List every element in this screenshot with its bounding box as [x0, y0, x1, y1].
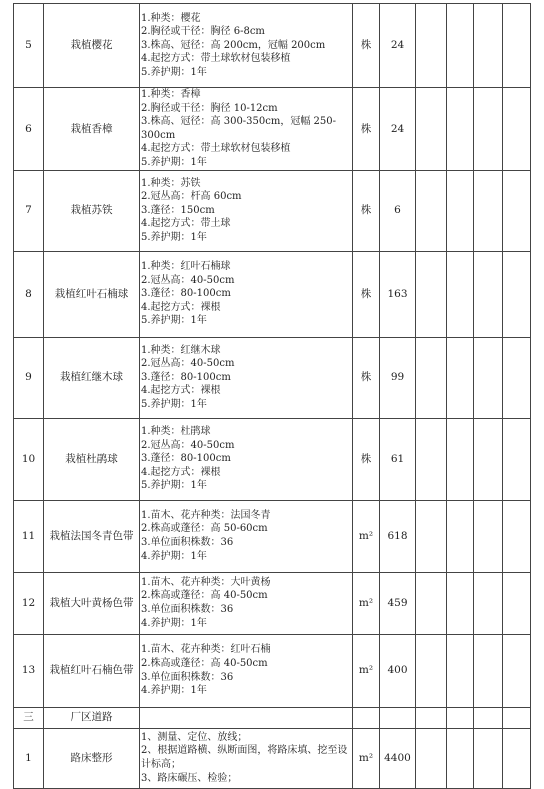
- item-quantity: 24: [380, 88, 416, 171]
- feature-line: 1.苗木、花卉种类：大叶黄杨: [141, 576, 271, 588]
- empty-cell: [447, 251, 474, 337]
- item-number: 13: [14, 634, 44, 707]
- empty-cell: [503, 88, 531, 171]
- item-unit: 株: [353, 4, 380, 88]
- feature-line: 4.起挖方式：裸根: [141, 385, 221, 397]
- section-row: [14, 707, 531, 728]
- empty-cell: [416, 728, 447, 788]
- feature-line: 4.养护期：1年: [141, 617, 207, 629]
- item-unit: m²: [353, 634, 380, 707]
- empty-cell: [416, 88, 447, 171]
- feature-line: 1.种类：杜鹃球: [141, 426, 211, 438]
- feature-line: 5.养护期：1年: [141, 66, 207, 78]
- empty-cell: [416, 418, 447, 500]
- table-row: [14, 170, 531, 251]
- feature-line: 5.养护期：1年: [141, 156, 207, 168]
- feature-line: 5.养护期：1年: [141, 480, 207, 492]
- empty-cell: [447, 634, 474, 707]
- item-number: 12: [14, 572, 44, 634]
- feature-line: 2.冠丛高：杆高 60cm: [141, 191, 242, 203]
- table-row: [14, 4, 531, 88]
- empty-cell: [380, 707, 416, 728]
- item-number: 11: [14, 500, 44, 572]
- item-features: [140, 418, 353, 500]
- empty-cell: [474, 337, 503, 418]
- empty-cell: [416, 170, 447, 251]
- item-quantity: 400: [380, 634, 416, 707]
- empty-cell: [447, 728, 474, 788]
- feature-line: 4.起挖方式：带土球软材包装移植: [141, 53, 291, 65]
- item-name: 栽植香樟: [44, 88, 140, 171]
- item-name: 栽植杜鹃球: [44, 418, 140, 500]
- item-unit: 株: [353, 88, 380, 171]
- table-row: [14, 337, 531, 418]
- feature-line: 4.养护期：1年: [141, 685, 207, 697]
- empty-cell: [474, 707, 503, 728]
- item-quantity: 459: [380, 572, 416, 634]
- feature-line: 3、路床碾压、检验；: [141, 772, 238, 784]
- feature-line: 1.种类：苏铁: [141, 177, 201, 189]
- feature-line: 1、测量、定位、放线；: [141, 731, 248, 743]
- item-unit: m²: [353, 572, 380, 634]
- feature-line: 3.单位面积株数：36: [141, 671, 234, 683]
- item-features: [140, 634, 353, 707]
- feature-line: 2.冠丛高：40-50cm: [141, 358, 235, 370]
- feature-line: 1.苗木、花卉种类：法国冬青: [141, 509, 271, 521]
- item-name: 栽植红叶石楠色带: [44, 634, 140, 707]
- table-row: [14, 88, 531, 171]
- item-number: 1: [14, 728, 44, 788]
- table-row: [14, 634, 531, 707]
- empty-cell: [447, 418, 474, 500]
- empty-cell: [416, 634, 447, 707]
- feature-line: 4.起挖方式：带土球软材包装移植: [141, 143, 291, 155]
- item-name: 栽植红继木球: [44, 337, 140, 418]
- item-unit: m²: [353, 728, 380, 788]
- feature-line: 3.蓬径：80-100cm: [141, 453, 231, 465]
- empty-cell: [474, 728, 503, 788]
- item-unit: 株: [353, 251, 380, 337]
- item-name: 栽植大叶黄杨色带: [44, 572, 140, 634]
- item-unit: 株: [353, 170, 380, 251]
- feature-line: 1.种类：红继木球: [141, 344, 221, 356]
- item-quantity: 6: [380, 170, 416, 251]
- feature-line: 3.株高、冠径：高 200cm，冠幅 200cm: [141, 39, 326, 51]
- bill-of-quantities-table: [13, 3, 531, 789]
- feature-line: 2.冠丛高：40-50cm: [141, 439, 235, 451]
- feature-line: 4.起挖方式：裸根: [141, 466, 221, 478]
- item-quantity: 618: [380, 500, 416, 572]
- empty-cell: [503, 572, 531, 634]
- item-features: [140, 500, 353, 572]
- empty-cell: [503, 500, 531, 572]
- feature-line: 2.冠丛高：40-50cm: [141, 274, 235, 286]
- item-features: [140, 572, 353, 634]
- empty-cell: [447, 88, 474, 171]
- feature-line: 1.种类：红叶石楠球: [141, 261, 231, 273]
- item-quantity: 163: [380, 251, 416, 337]
- feature-line: 1.苗木、花卉种类：红叶石楠: [141, 644, 271, 656]
- empty-cell: [503, 418, 531, 500]
- feature-line: 2.株高或蓬径：高 40-50cm: [141, 590, 268, 602]
- item-name: 栽植法国冬青色带: [44, 500, 140, 572]
- empty-cell: [503, 170, 531, 251]
- feature-line: 3.蓬径：150cm: [141, 204, 215, 216]
- feature-line: 2.株高或蓬径：高 40-50cm: [141, 657, 268, 669]
- empty-cell: [474, 4, 503, 88]
- feature-line: 3.株高、冠径：高 300-350cm，冠幅 250-300cm: [141, 116, 336, 141]
- empty-cell: [474, 500, 503, 572]
- table-row: [14, 251, 531, 337]
- empty-cell: [474, 251, 503, 337]
- empty-cell: [503, 251, 531, 337]
- feature-line: 4.养护期：1年: [141, 550, 207, 562]
- empty-cell: [353, 707, 380, 728]
- feature-line: 3.单位面积株数：36: [141, 537, 234, 549]
- item-unit: 株: [353, 418, 380, 500]
- feature-line: 1.种类：香樟: [141, 89, 201, 100]
- empty-cell: [447, 707, 474, 728]
- item-features: [140, 337, 353, 418]
- item-number: 9: [14, 337, 44, 418]
- feature-line: 1.种类：樱花: [141, 12, 201, 24]
- empty-cell: [474, 170, 503, 251]
- feature-line: 3.蓬径：80-100cm: [141, 288, 231, 300]
- section-number: 三: [14, 707, 44, 728]
- feature-line: 2.胸径或干径：胸径 6-8cm: [141, 26, 265, 38]
- empty-cell: [416, 4, 447, 88]
- empty-cell: [474, 572, 503, 634]
- item-quantity: 99: [380, 337, 416, 418]
- item-number: 6: [14, 88, 44, 171]
- item-number: 8: [14, 251, 44, 337]
- empty-cell: [447, 4, 474, 88]
- item-features: [140, 170, 353, 251]
- empty-cell: [503, 4, 531, 88]
- item-name: 栽植樱花: [44, 4, 140, 88]
- feature-line: 2、根据道路横、纵断面图，将路床填、挖至设计标高；: [141, 745, 348, 771]
- table-row: [14, 728, 531, 788]
- feature-line: 4.起挖方式：带土球: [141, 218, 231, 230]
- empty-cell: [503, 728, 531, 788]
- empty-cell: [503, 707, 531, 728]
- empty-cell: [416, 251, 447, 337]
- item-quantity: 4400: [380, 728, 416, 788]
- item-unit: m²: [353, 500, 380, 572]
- empty-cell: [140, 707, 353, 728]
- item-number: 10: [14, 418, 44, 500]
- empty-cell: [474, 634, 503, 707]
- empty-cell: [474, 418, 503, 500]
- feature-line: 5.养护期：1年: [141, 231, 207, 243]
- item-name: 栽植红叶石楠球: [44, 251, 140, 337]
- table-row: [14, 572, 531, 634]
- feature-line: 5.养护期：1年: [141, 398, 207, 410]
- empty-cell: [503, 634, 531, 707]
- item-features: [140, 728, 353, 788]
- item-quantity: 61: [380, 418, 416, 500]
- empty-cell: [474, 88, 503, 171]
- item-name: 路床整形: [44, 728, 140, 788]
- item-unit: 株: [353, 337, 380, 418]
- empty-cell: [447, 337, 474, 418]
- empty-cell: [416, 337, 447, 418]
- feature-line: 3.单位面积株数：36: [141, 604, 234, 616]
- item-features: [140, 4, 353, 88]
- empty-cell: [447, 500, 474, 572]
- feature-line: 3.蓬径：80-100cm: [141, 371, 231, 383]
- empty-cell: [447, 572, 474, 634]
- table-row: [14, 418, 531, 500]
- section-title: 厂区道路: [44, 707, 140, 728]
- item-number: 7: [14, 170, 44, 251]
- empty-cell: [416, 707, 447, 728]
- empty-cell: [503, 337, 531, 418]
- item-number: 5: [14, 4, 44, 88]
- feature-line: 2.胸径或干径：胸径 10-12cm: [141, 102, 278, 114]
- feature-line: 5.养护期：1年: [141, 315, 207, 327]
- empty-cell: [447, 170, 474, 251]
- item-features: [140, 88, 353, 171]
- empty-cell: [416, 572, 447, 634]
- feature-line: 4.起挖方式：裸根: [141, 301, 221, 313]
- feature-line: 2.株高或蓬径：高 50-60cm: [141, 523, 268, 535]
- table-row: [14, 500, 531, 572]
- item-quantity: 24: [380, 4, 416, 88]
- item-features: [140, 251, 353, 337]
- item-name: 栽植苏铁: [44, 170, 140, 251]
- empty-cell: [416, 500, 447, 572]
